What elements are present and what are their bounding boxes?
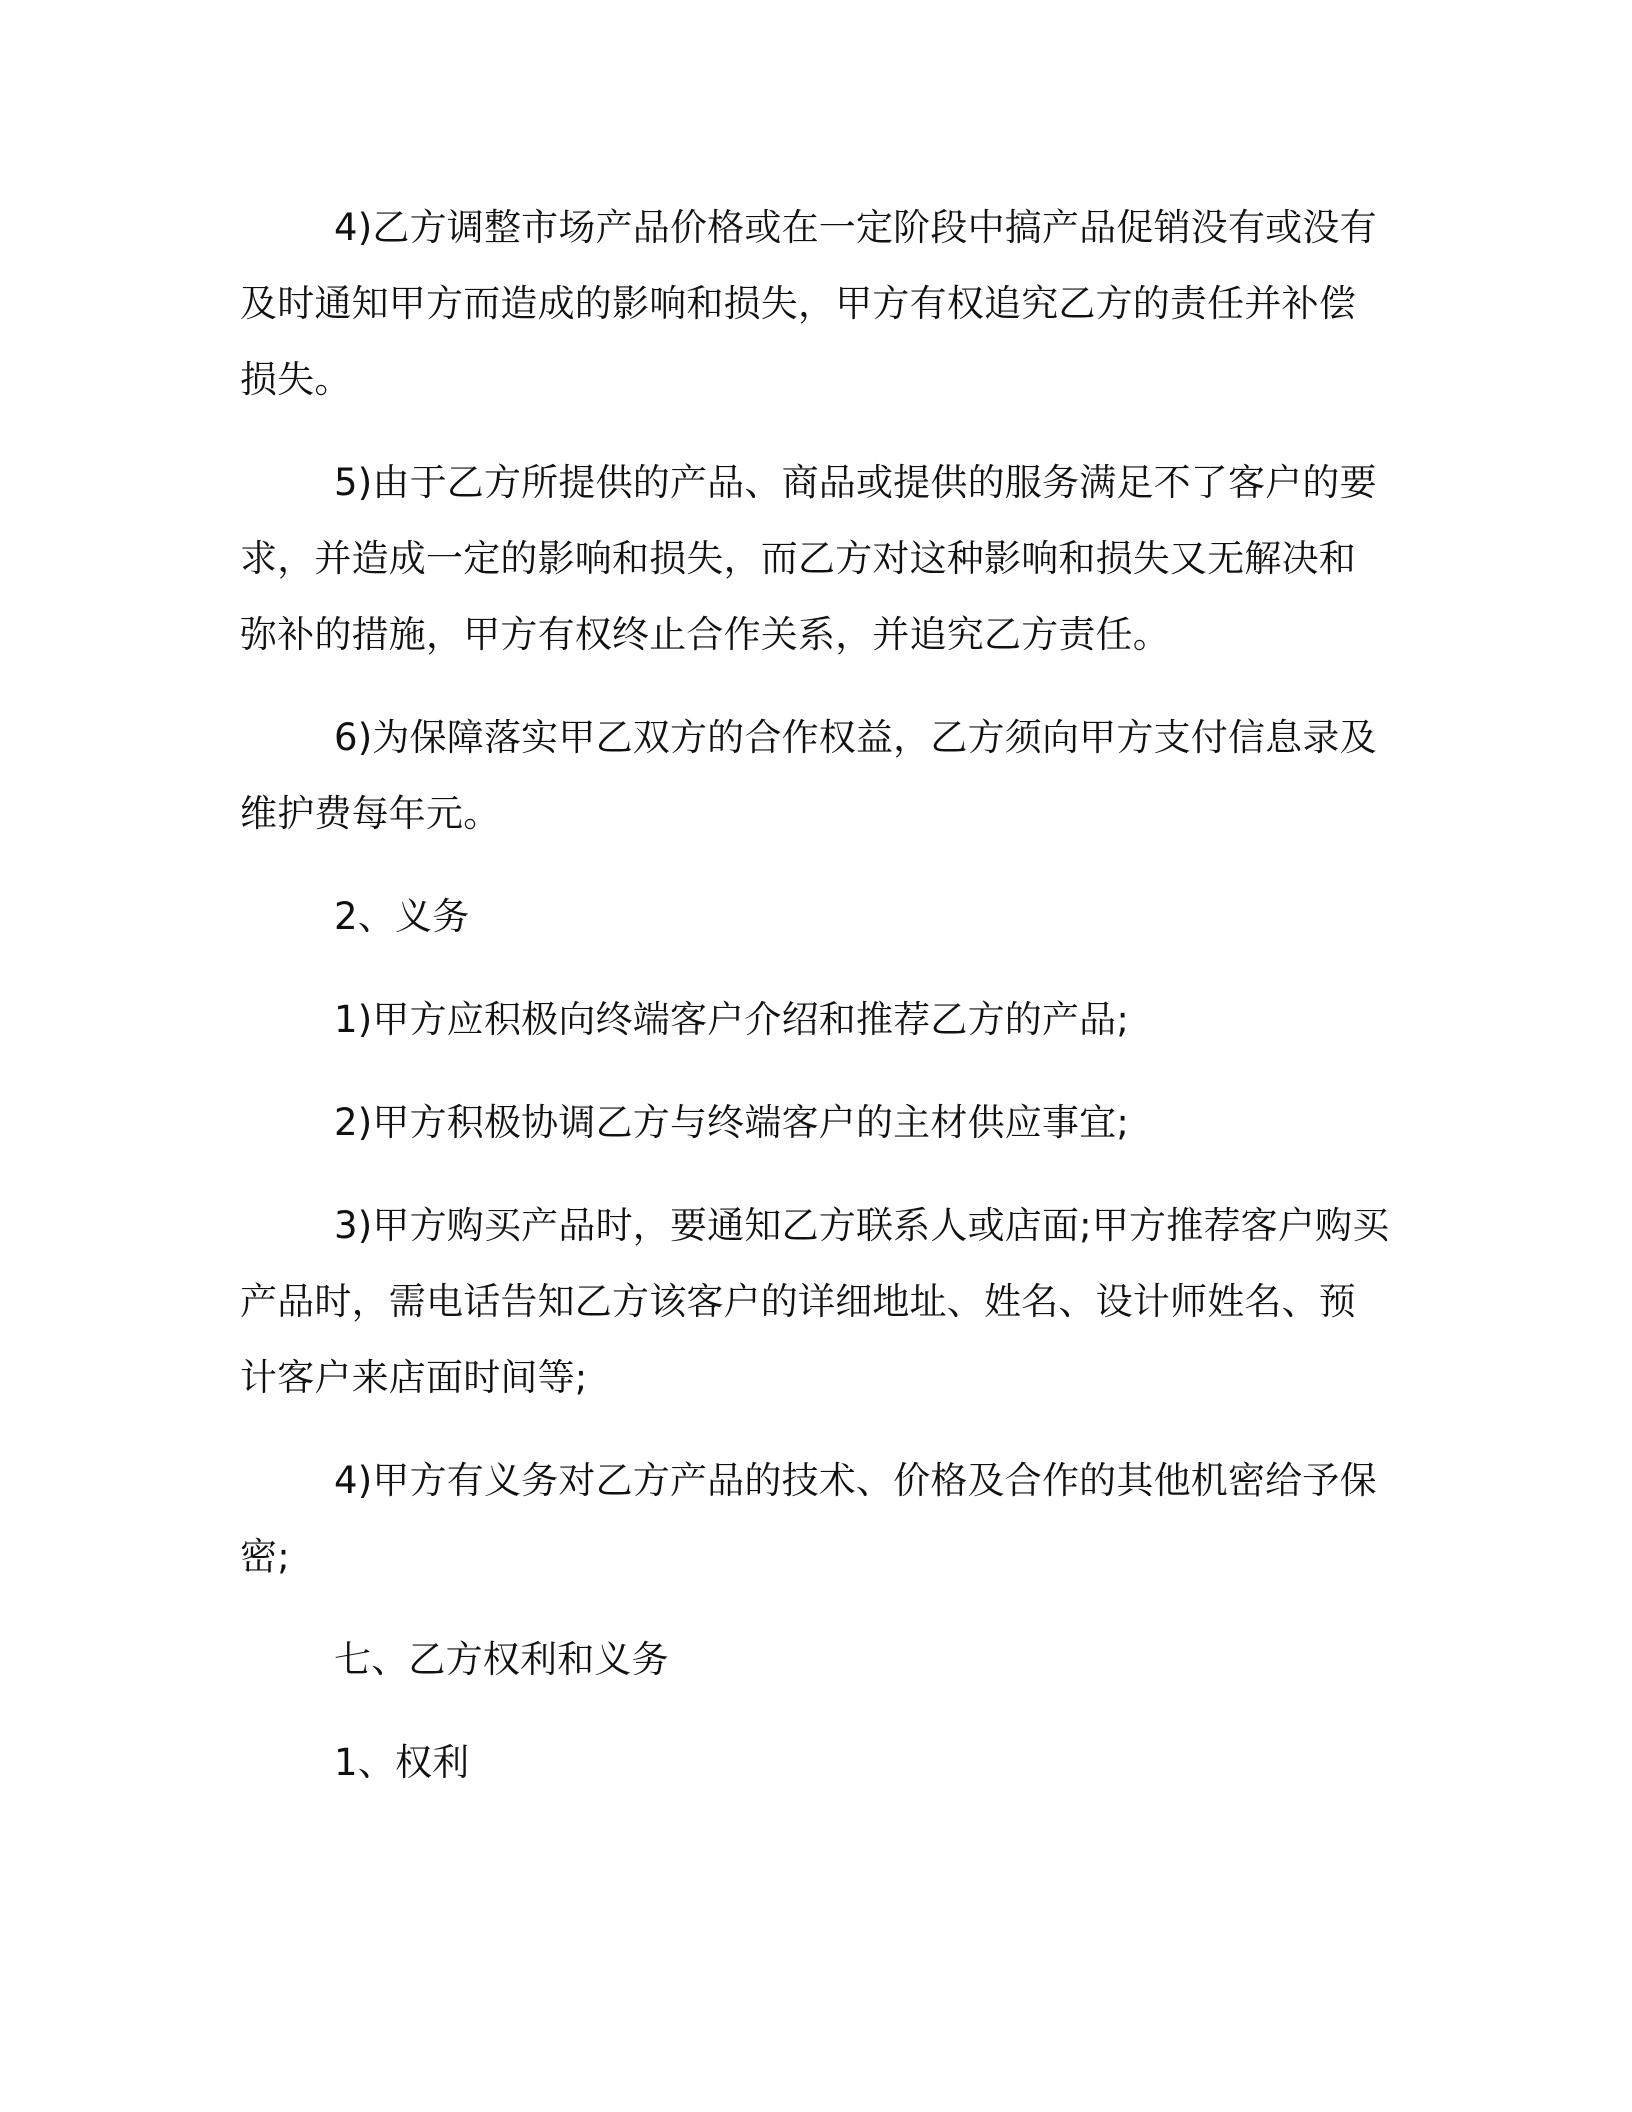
obligation-3: [240, 1188, 1390, 1416]
paragraph-line: 2)甲方积极协调乙方与终端客户的主材供应事宜;: [334, 1101, 1130, 1144]
paragraph-line: 5)由于乙方所提供的产品、商品或提供的服务满足不了客户的要: [334, 461, 1377, 504]
paragraph-line: 维护费每年元。: [240, 792, 501, 835]
obligation-1: [240, 982, 1390, 1058]
paragraph-line: 1)甲方应积极向终端客户介绍和推荐乙方的产品;: [334, 998, 1130, 1041]
paragraph-line: 及时通知甲方而造成的影响和损失，甲方有权追究乙方的责任并补偿: [240, 282, 1356, 325]
paragraph-line: 求，并造成一定的影响和损失，而乙方对这种影响和损失又无解决和: [240, 537, 1356, 580]
section-heading-rights: [240, 1725, 1390, 1801]
paragraph-line: 产品时，需电话告知乙方该客户的详细地址、姓名、设计师姓名、预: [240, 1280, 1356, 1323]
paragraph-line: 损失。: [240, 358, 352, 401]
heading-line: 2、义务: [334, 895, 470, 938]
paragraph-line: 计客户来店面时间等;: [240, 1356, 588, 1399]
paragraph-line: 6)为保障落实甲乙双方的合作权益，乙方须向甲方支付信息录及: [334, 716, 1377, 759]
paragraph-line: 弥补的措施，甲方有权终止合作关系，并追究乙方责任。: [240, 613, 1170, 656]
section-heading-obligations: [240, 879, 1390, 955]
heading-line: 七、乙方权利和义务: [334, 1638, 669, 1681]
section-heading-party-b: [240, 1622, 1390, 1698]
paragraph-5: [240, 445, 1390, 673]
document-body: [240, 190, 1390, 1828]
paragraph-6: [240, 700, 1390, 852]
obligation-2: [240, 1085, 1390, 1161]
paragraph-4: [240, 190, 1390, 418]
paragraph-line: 3)甲方购买产品时，要通知乙方联系人或店面;甲方推荐客户购买: [334, 1204, 1390, 1247]
paragraph-line: 密;: [240, 1535, 290, 1578]
paragraph-line: 4)乙方调整市场产品价格或在一定阶段中搞产品促销没有或没有: [334, 206, 1377, 249]
obligation-4: [240, 1443, 1390, 1595]
heading-line: 1、权利: [334, 1741, 470, 1784]
paragraph-line: 4)甲方有义务对乙方产品的技术、价格及合作的其他机密给予保: [334, 1459, 1377, 1502]
